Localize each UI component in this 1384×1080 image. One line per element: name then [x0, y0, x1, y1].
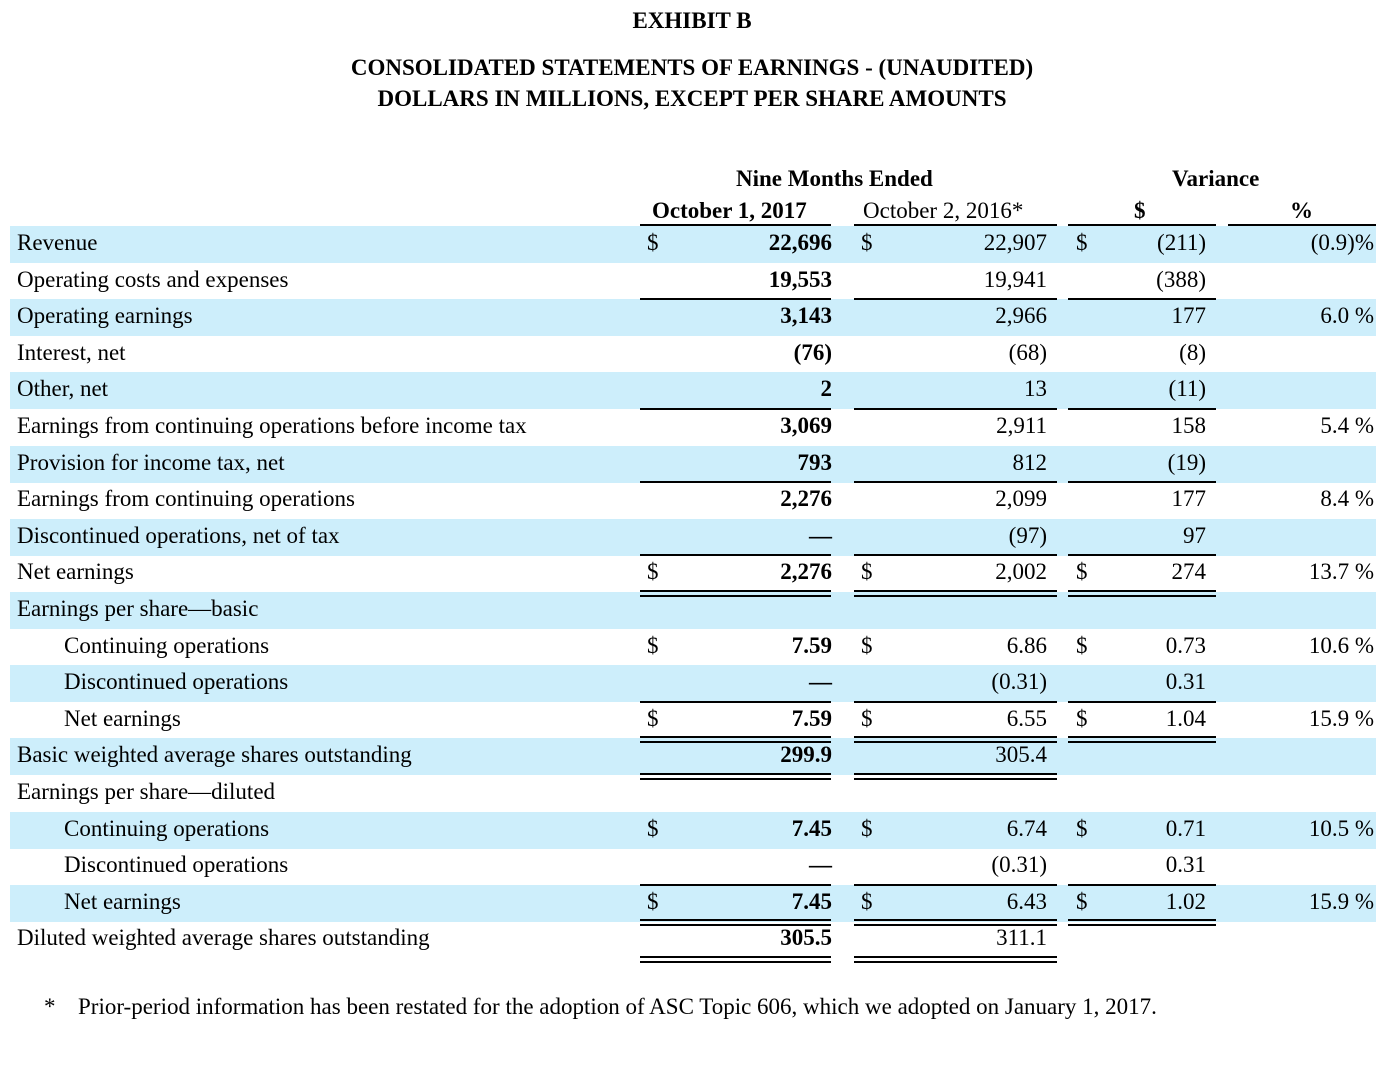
underline [640, 554, 831, 556]
row-label: Net earnings [17, 559, 134, 585]
exhibit-label: EXHIBIT B [632, 8, 752, 33]
table-row [10, 702, 1376, 739]
table-row [10, 775, 1376, 812]
variance-value: 1.02 [1165, 888, 1206, 914]
row-label: Operating earnings [17, 303, 193, 329]
table-row [10, 921, 1376, 958]
current-value: — [809, 852, 832, 878]
table-row [10, 812, 1376, 849]
underline [854, 554, 1057, 556]
variance-value: (388) [1156, 266, 1206, 292]
table-row [10, 555, 1376, 592]
period-group-header: Nine Months Ended [736, 166, 933, 191]
statement-title: CONSOLIDATED STATEMENTS OF EARNINGS - (UNAUDITED) [350, 55, 1034, 80]
row-label: Continuing operations [64, 632, 270, 658]
variance-currency-sign: $ [1076, 815, 1088, 841]
row-label: Earnings from continuing operations before income tax [17, 413, 527, 438]
prior-value: 2,002 [995, 559, 1047, 585]
current-value: 7.59 [791, 632, 832, 658]
double-underline [1068, 736, 1216, 743]
variance-value: 0.31 [1165, 852, 1206, 878]
current-period-header: October 1, 2017 [652, 198, 807, 223]
underline [1068, 884, 1216, 886]
current-value: — [809, 522, 832, 548]
current-value: 7.45 [791, 815, 832, 841]
variance-currency-sign: $ [1076, 559, 1088, 585]
row-label: Discontinued operations, net of tax [17, 522, 340, 548]
prior-value: 2,911 [996, 413, 1047, 438]
prior-value: 2,966 [995, 303, 1047, 329]
table-row [10, 226, 1376, 263]
prior-value: 6.74 [1006, 815, 1047, 841]
variance-dollar-header: $ [1134, 198, 1146, 223]
variance-percent: 6.0 % [1320, 303, 1374, 329]
current-value: 2,276 [780, 486, 832, 512]
variance-percent: (0.9)% [1310, 230, 1374, 255]
variance-value: (211) [1157, 230, 1206, 255]
variance-percent: 8.4 % [1320, 486, 1374, 512]
row-label: Net earnings [64, 705, 181, 731]
double-underline [854, 736, 1057, 743]
variance-group-header: Variance [1172, 166, 1260, 191]
row-label: Earnings per share—diluted [17, 779, 276, 804]
variance-value: (11) [1168, 376, 1206, 402]
variance-value: 274 [1171, 559, 1206, 585]
table-row [10, 409, 1376, 446]
variance-value: 0.31 [1165, 669, 1206, 695]
double-underline [640, 590, 831, 597]
prior-value: 2,099 [995, 486, 1047, 512]
double-underline [1068, 590, 1216, 597]
prior-currency-sign: $ [861, 815, 873, 841]
prior-currency-sign: $ [861, 230, 873, 255]
table-row [10, 738, 1376, 775]
double-underline [854, 919, 1057, 926]
prior-currency-sign: $ [861, 559, 873, 585]
variance-value: (19) [1167, 449, 1206, 475]
variance-currency-sign: $ [1076, 705, 1088, 731]
variance-value: 97 [1183, 522, 1206, 548]
underline [640, 701, 831, 703]
underline [640, 298, 831, 300]
underline [640, 408, 831, 410]
current-value: 2,276 [780, 559, 832, 585]
variance-value: 0.73 [1165, 632, 1206, 658]
statement-subtitle: DOLLARS IN MILLIONS, EXCEPT PER SHARE AMOUNTS [377, 86, 1007, 111]
variance-percent: 5.4 % [1320, 413, 1374, 438]
underline [640, 884, 831, 886]
current-value: 19,553 [768, 266, 832, 292]
variance-percent: 15.9 % [1308, 705, 1374, 731]
table-row [10, 482, 1376, 519]
row-label: Continuing operations [64, 815, 270, 841]
row-label: Operating costs and expenses [17, 266, 289, 292]
variance-percent: 15.9 % [1308, 888, 1374, 914]
prior-value: 6.43 [1006, 888, 1047, 914]
current-value: 7.59 [791, 705, 832, 731]
double-underline [854, 773, 1057, 780]
table-row [10, 372, 1376, 409]
footnote-text: Prior-period information has been restated for the adoption of ASC Topic 606, which we adopted on January 1, 2017. [78, 994, 1157, 1019]
row-label: Revenue [17, 230, 98, 255]
row-label: Basic weighted average shares outstanding [17, 742, 412, 768]
prior-value: 6.55 [1006, 705, 1047, 731]
table-row [10, 336, 1376, 373]
underline [854, 701, 1057, 703]
table-row [10, 299, 1376, 336]
row-label: Interest, net [17, 339, 126, 365]
variance-value: 158 [1171, 413, 1206, 438]
variance-value: (8) [1179, 339, 1206, 365]
current-value: 793 [797, 449, 832, 475]
current-value: 3,143 [780, 303, 832, 329]
double-underline [640, 773, 831, 780]
row-label: Diluted weighted average shares outstanding [17, 925, 430, 951]
variance-value: 177 [1171, 486, 1206, 512]
table-row [10, 885, 1376, 922]
prior-value: 812 [1012, 449, 1047, 475]
row-label: Discontinued operations [64, 852, 289, 878]
variance-currency-sign: $ [1076, 632, 1088, 658]
current-value: 2 [820, 376, 832, 402]
variance-pct-header: % [1290, 198, 1313, 223]
underline [1068, 298, 1216, 300]
underline [1068, 554, 1216, 556]
variance-currency-sign: $ [1076, 888, 1088, 914]
prior-value: (68) [1008, 339, 1047, 365]
current-value: 299.9 [780, 742, 832, 768]
current-value: 22,696 [768, 230, 832, 255]
underline [640, 481, 831, 483]
current-value: (76) [793, 339, 832, 365]
double-underline [1068, 919, 1216, 926]
prior-value: (97) [1008, 522, 1047, 548]
underline [854, 224, 1057, 226]
row-label: Earnings per share—basic [17, 596, 259, 621]
current-currency-sign: $ [647, 815, 659, 841]
prior-currency-sign: $ [861, 632, 873, 658]
current-value: 3,069 [780, 413, 832, 438]
underline [1068, 408, 1216, 410]
table-row [10, 446, 1376, 483]
double-underline [854, 590, 1057, 597]
double-underline [854, 956, 1057, 963]
underline [1068, 224, 1216, 226]
variance-percent: 13.7 % [1308, 559, 1374, 585]
variance-currency-sign: $ [1076, 230, 1088, 255]
prior-value: (0.31) [991, 669, 1047, 695]
variance-value: 177 [1171, 303, 1206, 329]
footnote [44, 994, 1157, 1020]
prior-currency-sign: $ [861, 888, 873, 914]
current-currency-sign: $ [647, 888, 659, 914]
current-value: — [809, 669, 832, 695]
prior-value: 305.4 [995, 742, 1047, 768]
underline [1228, 224, 1376, 226]
table-row [10, 629, 1376, 666]
prior-value: 311.1 [996, 925, 1047, 951]
prior-period-header: October 2, 2016* [863, 198, 1024, 223]
double-underline [640, 736, 831, 743]
prior-currency-sign: $ [861, 705, 873, 731]
prior-value: (0.31) [991, 852, 1047, 878]
table-row [10, 592, 1376, 629]
underline [1068, 481, 1216, 483]
current-value: 305.5 [780, 925, 832, 951]
double-underline [640, 919, 831, 926]
row-label: Discontinued operations [64, 669, 289, 695]
prior-value: 6.86 [1006, 632, 1047, 658]
row-label: Provision for income tax, net [17, 449, 285, 475]
variance-percent: 10.5 % [1308, 815, 1374, 841]
underline [1068, 701, 1216, 703]
table-row [10, 263, 1376, 300]
current-currency-sign: $ [647, 632, 659, 658]
current-currency-sign: $ [647, 230, 659, 255]
double-underline [640, 956, 831, 963]
row-label: Other, net [17, 376, 109, 402]
prior-value: 19,941 [983, 266, 1047, 292]
underline [854, 408, 1057, 410]
variance-percent: 10.6 % [1308, 632, 1374, 658]
footnote-mark: * [44, 994, 56, 1019]
current-value: 7.45 [791, 888, 832, 914]
underline [854, 298, 1057, 300]
prior-value: 13 [1024, 376, 1047, 402]
underline [640, 224, 831, 226]
current-currency-sign: $ [647, 705, 659, 731]
underline [854, 481, 1057, 483]
underline [854, 884, 1057, 886]
table-row [10, 848, 1376, 885]
table-row [10, 519, 1376, 556]
table-row [10, 665, 1376, 702]
variance-value: 0.71 [1165, 815, 1206, 841]
row-label: Net earnings [64, 888, 181, 914]
variance-value: 1.04 [1165, 705, 1206, 731]
row-label: Earnings from continuing operations [17, 486, 355, 512]
prior-value: 22,907 [983, 230, 1047, 255]
current-currency-sign: $ [647, 559, 659, 585]
